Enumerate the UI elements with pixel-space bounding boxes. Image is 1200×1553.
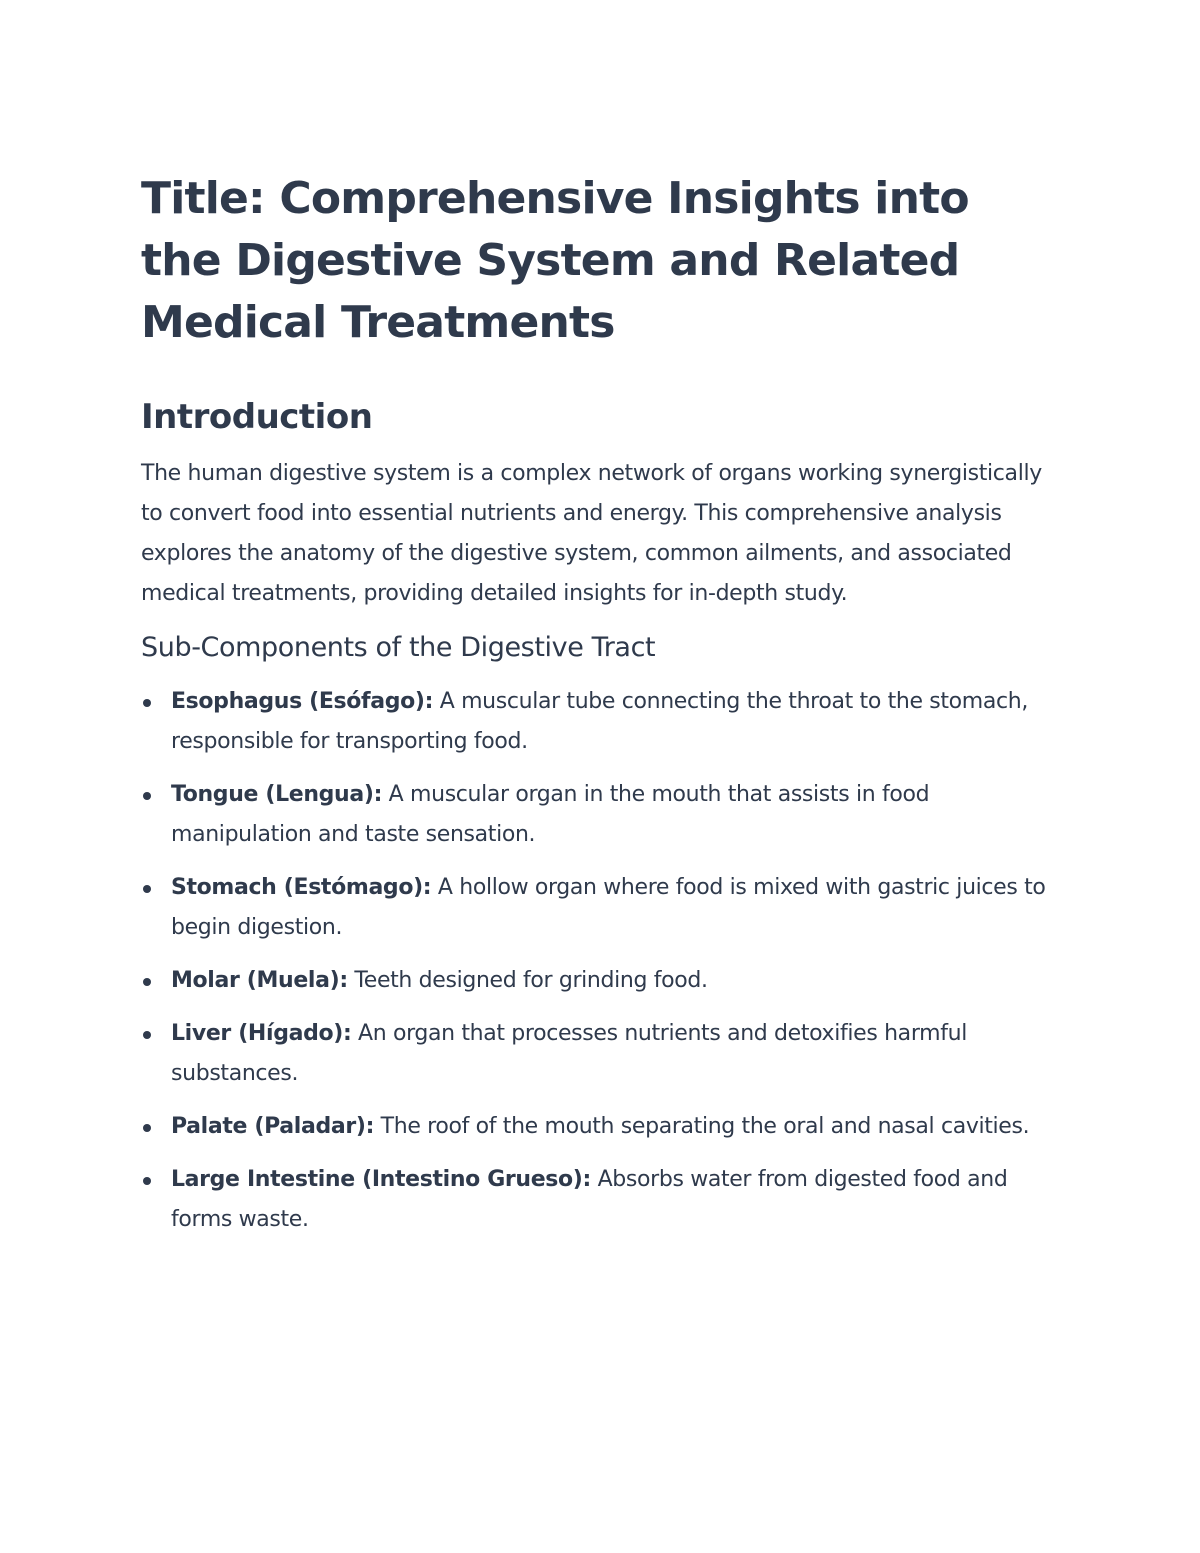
introduction-paragraph: The human digestive system is a complex network of organs working synergistically to convert food into essential nutrients and energy. This comprehensive analysis explores the anatomy of the digestive system, common ailments, and associated medical treatments, providing detailed insights for in-depth study. xyxy=(141,461,1042,606)
item-description: Absorbs water from digested food and forms waste. xyxy=(171,1167,1008,1232)
list-item xyxy=(141,682,1061,762)
list-item xyxy=(141,1160,1061,1240)
bullet-icon xyxy=(143,1124,151,1132)
item-term: Large Intestine (Intestino Grueso): xyxy=(171,1167,591,1192)
item-term: Palate (Paladar): xyxy=(171,1114,375,1139)
document-page xyxy=(141,168,1061,1253)
bullet-icon xyxy=(143,792,151,800)
bullet-icon xyxy=(143,699,151,707)
introduction-heading: Introduction xyxy=(141,397,373,437)
components-list xyxy=(141,682,1061,1240)
list-item xyxy=(141,1107,1061,1147)
bullet-icon xyxy=(143,978,151,986)
item-term: Stomach (Estómago): xyxy=(171,875,432,900)
item-term: Molar (Muela): xyxy=(171,968,348,993)
item-description: A muscular tube connecting the throat to the stomach, responsible for transporting food. xyxy=(171,689,1028,754)
list-item xyxy=(141,868,1061,948)
item-description: An organ that processes nutrients and detoxifies harmful substances. xyxy=(171,1021,967,1086)
item-term: Esophagus (Esófago): xyxy=(171,689,434,714)
item-term: Liver (Hígado): xyxy=(171,1021,352,1046)
bullet-icon xyxy=(143,1177,151,1185)
item-description: A hollow organ where food is mixed with gastric juices to begin digestion. xyxy=(171,875,1046,940)
document-title: Title: Comprehensive Insights into the Digestive System and Related Medical Treatments xyxy=(141,173,969,348)
bullet-icon xyxy=(143,885,151,893)
item-description: A muscular organ in the mouth that assists in food manipulation and taste sensation. xyxy=(171,782,930,847)
item-description: Teeth designed for grinding food. xyxy=(347,968,708,993)
sub-components-heading: Sub-Components of the Digestive Tract xyxy=(141,632,656,663)
list-item xyxy=(141,775,1061,855)
list-item xyxy=(141,961,1061,1001)
item-term: Tongue (Lengua): xyxy=(171,782,383,807)
item-description: The roof of the mouth separating the oral and nasal cavities. xyxy=(374,1114,1030,1139)
bullet-icon xyxy=(143,1031,151,1039)
list-item xyxy=(141,1014,1061,1094)
